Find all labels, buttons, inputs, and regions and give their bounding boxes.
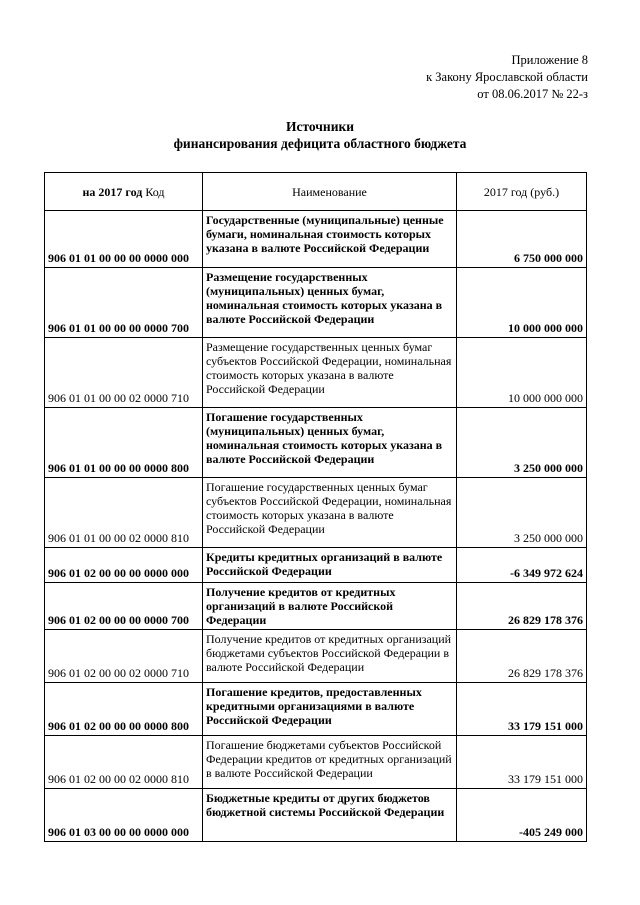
appendix-label: Приложение 8 xyxy=(511,53,588,67)
financing-sources-table xyxy=(44,172,587,842)
row-value: -405 249 000 xyxy=(457,789,587,842)
row-name: Государственные (муниципальные) ценные бумаги, номинальная стоимость которых указана в валюте Российской Федерации xyxy=(203,211,457,268)
row-code: 906 01 01 00 00 02 0000 810 xyxy=(45,478,203,548)
row-code: 906 01 03 00 00 00 0000 000 xyxy=(45,789,203,842)
row-value: 26 829 178 376 xyxy=(457,630,587,683)
table-row xyxy=(45,789,587,842)
table-row xyxy=(45,630,587,683)
row-name: Погашение государственных (муниципальных) ценных бумаг, номинальная стоимость которых указана в валюте Российской Федерации xyxy=(203,408,457,478)
row-name: Получение кредитов от кредитных организаций в валюте Российской Федерации xyxy=(203,583,457,630)
row-code: 906 01 02 00 00 02 0000 810 xyxy=(45,736,203,789)
row-value: 3 250 000 000 xyxy=(457,478,587,548)
row-code: 906 01 02 00 00 02 0000 710 xyxy=(45,630,203,683)
row-value: 26 829 178 376 xyxy=(457,583,587,630)
table-row xyxy=(45,683,587,736)
table-body xyxy=(45,211,587,842)
row-name: Размещение государственных ценных бумаг субъектов Российской Федерации, номинальная стоимость которых указана в валюте Российской Федерации xyxy=(203,338,457,408)
row-name: Кредиты кредитных организаций в валюте Российской Федерации xyxy=(203,548,457,583)
table-row xyxy=(45,408,587,478)
column-header-code xyxy=(45,173,203,211)
law-date: от 08.06.2017 № 22-з xyxy=(477,87,588,101)
table-row xyxy=(45,211,587,268)
column-header-period: на 2017 год xyxy=(82,184,143,199)
table-row xyxy=(45,736,587,789)
document-header xyxy=(426,52,588,103)
law-reference: к Закону Ярославской области xyxy=(426,70,588,84)
row-name: Получение кредитов от кредитных организаций бюджетами субъектов Российской Федерации в валюте Российской Федерации xyxy=(203,630,457,683)
table-header-row xyxy=(45,173,587,211)
row-code: 906 01 01 00 00 02 0000 710 xyxy=(45,338,203,408)
row-value: 33 179 151 000 xyxy=(457,683,587,736)
row-code: 906 01 01 00 00 00 0000 000 xyxy=(45,211,203,268)
row-name: Погашение кредитов, предоставленных кредитными организациями в валюте Российской Федерации xyxy=(203,683,457,736)
row-name: Погашение государственных ценных бумаг субъектов Российской Федерации, номинальная стоимость которых указана в валюте Российской Федерации xyxy=(203,478,457,548)
row-code: 906 01 02 00 00 00 0000 000 xyxy=(45,548,203,583)
row-code: 906 01 01 00 00 00 0000 800 xyxy=(45,408,203,478)
page-title xyxy=(0,118,640,152)
row-code: 906 01 01 00 00 00 0000 700 xyxy=(45,268,203,338)
row-value: 10 000 000 000 xyxy=(457,268,587,338)
row-name: Погашение бюджетами субъектов Российской Федерации кредитов от кредитных организаций в валюте Российской Федерации xyxy=(203,736,457,789)
row-value: 6 750 000 000 xyxy=(457,211,587,268)
row-name: Размещение государственных (муниципальных) ценных бумаг, номинальная стоимость которых указана в валюте Российской Федерации xyxy=(203,268,457,338)
title-line-1: Источники xyxy=(285,119,355,134)
table-row xyxy=(45,478,587,548)
column-header-code-label: Код xyxy=(145,184,165,199)
row-value: 33 179 151 000 xyxy=(457,736,587,789)
row-value: 3 250 000 000 xyxy=(457,408,587,478)
column-header-name: Наименование xyxy=(203,173,457,211)
table-row xyxy=(45,338,587,408)
row-code: 906 01 02 00 00 00 0000 800 xyxy=(45,683,203,736)
row-name: Бюджетные кредиты от других бюджетов бюджетной системы Российской Федерации xyxy=(203,789,457,842)
table-row xyxy=(45,583,587,630)
row-value: 10 000 000 000 xyxy=(457,338,587,408)
row-code: 906 01 02 00 00 00 0000 700 xyxy=(45,583,203,630)
title-line-2: финансирования дефицита областного бюджета xyxy=(173,136,467,151)
row-value: -6 349 972 624 xyxy=(457,548,587,583)
table-row xyxy=(45,548,587,583)
table-row xyxy=(45,268,587,338)
column-header-value: 2017 год (руб.) xyxy=(457,173,587,211)
